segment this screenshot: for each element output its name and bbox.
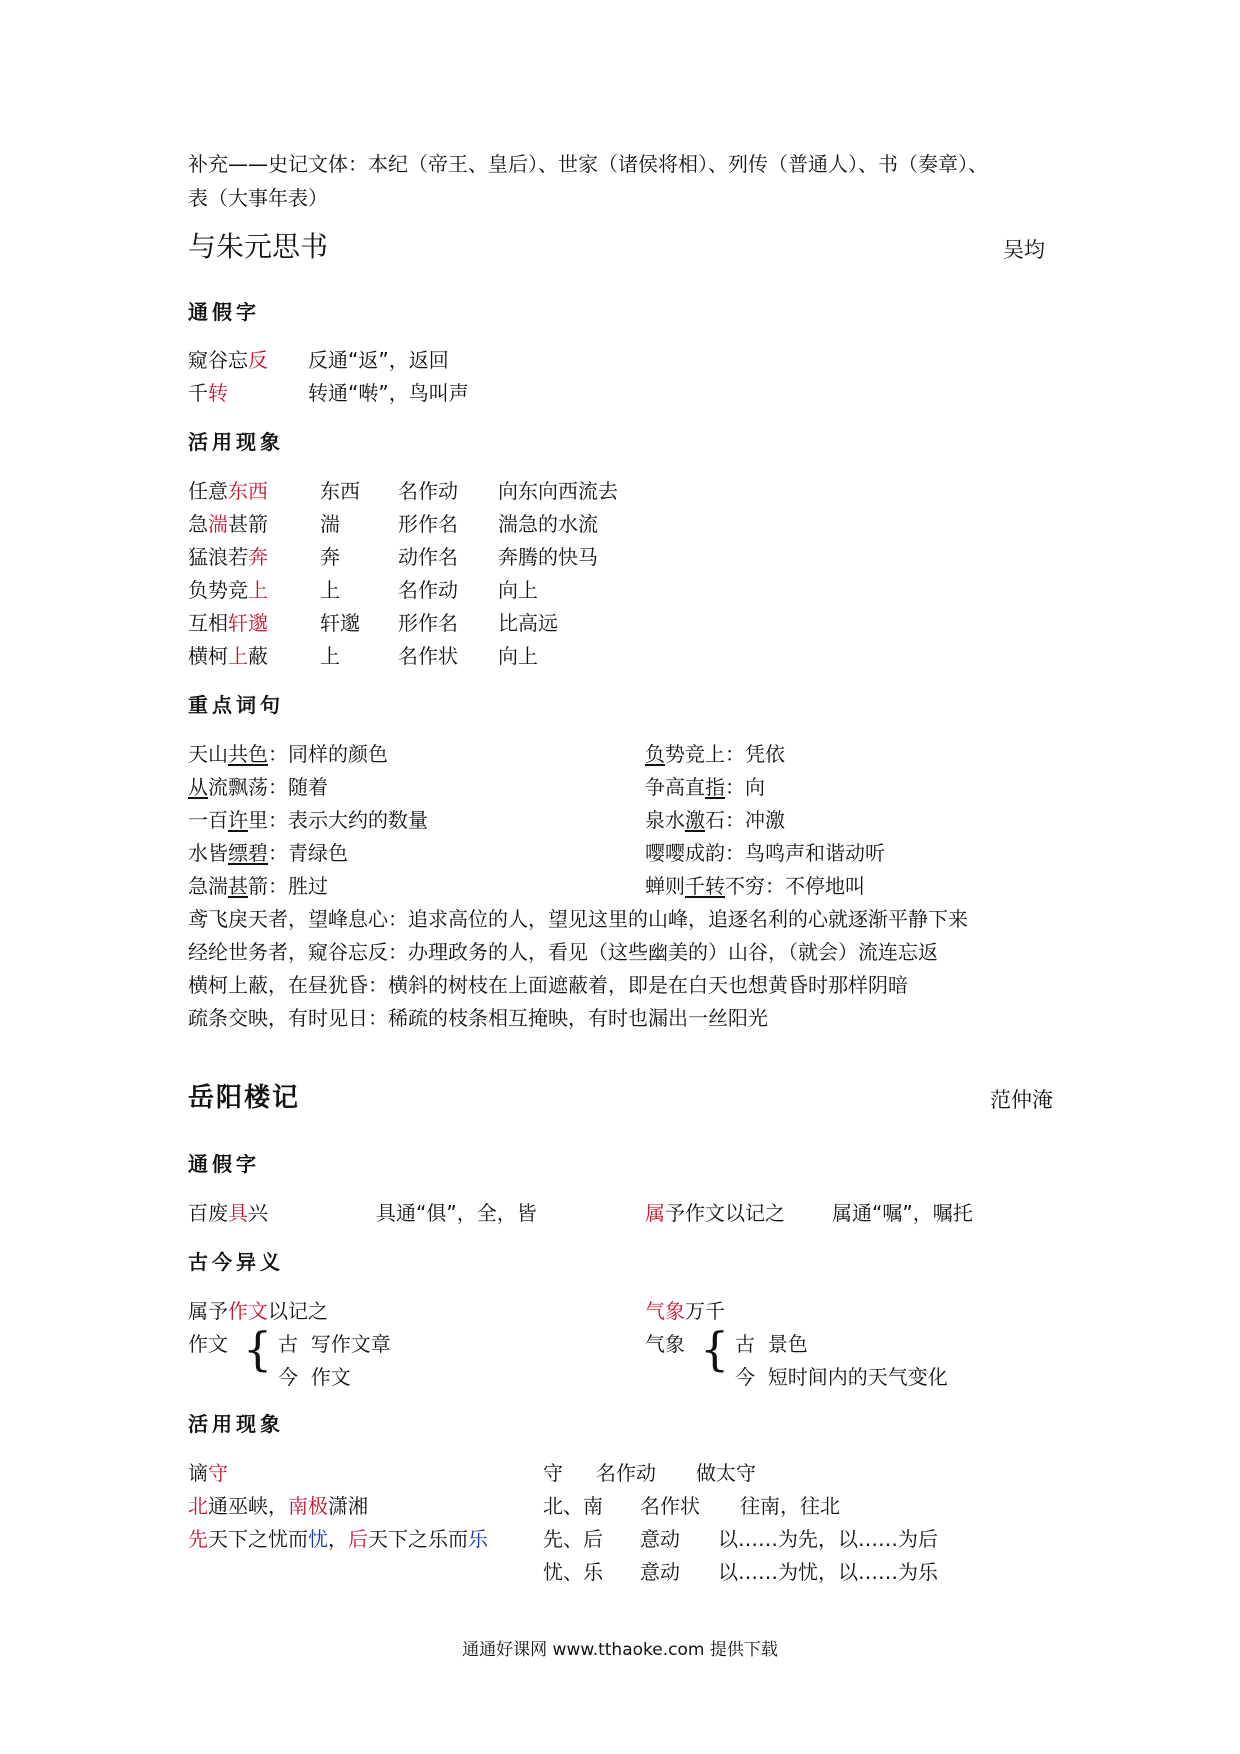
s1-huoyong-type: 名作动	[398, 479, 458, 503]
s1-keyword-row: 急湍甚箭：胜过	[188, 874, 328, 898]
s1-sentence-row: 鸢飞戾天者，望峰息心：追求高位的人，望见这里的山峰，追逐名利的心就逐渐平静下来	[188, 907, 968, 931]
s1-huoyong-type: 形作名	[398, 512, 458, 536]
s1-huoyong-type: 形作名	[398, 611, 458, 635]
s1-keyword-row: 一百许里：表示大约的数量	[188, 808, 428, 832]
s1-keyword-row: 负势竞上：凭依	[645, 742, 785, 766]
s1-huoyong-word: 轩邈	[320, 611, 360, 635]
s2-tongjia-expl-2: 属通“嘱”，嘱托	[832, 1201, 973, 1225]
s2-gujin-gu-2: 古 景色	[735, 1332, 808, 1356]
s2-huoyong-type-1: 名作动	[596, 1461, 656, 1485]
s1-huoyong-src: 负势竞上	[188, 578, 268, 602]
s2-huoyong-src-3: 先天下之忧而忧，后天下之乐而乐	[188, 1527, 488, 1551]
s1-huoyong-mean: 向上	[498, 578, 538, 602]
s1-tongjia-row-2: 千转	[188, 381, 228, 405]
s1-keyword-row: 水皆缥碧：青绿色	[188, 841, 348, 865]
s1-keyword-row: 争高直指：向	[645, 775, 765, 799]
s2-tongjia-expl-1: 具通“俱”，全，皆	[376, 1201, 537, 1225]
s1-huoyong-mean: 向东向西流去	[498, 479, 618, 503]
section1-heading-huoyong: 活用现象	[188, 430, 284, 454]
s2-huoyong-mean-2: 往南，往北	[740, 1494, 840, 1518]
s1-keyword-row: 蝉则千转不穷：不停地叫	[645, 874, 865, 898]
s2-huoyong-word-4: 忧、乐	[543, 1560, 603, 1584]
s2-gujin-gu-1: 古 写作文章	[278, 1332, 391, 1356]
s2-gujin-brace-1: {	[243, 1322, 273, 1376]
s1-huoyong-word: 湍	[320, 512, 340, 536]
s2-huoyong-type-3: 意动	[640, 1527, 680, 1551]
s2-gujin-word-1: 作文	[188, 1332, 228, 1356]
s2-huoyong-mean-1: 做太守	[696, 1461, 756, 1485]
s2-gujin-phrase-2: 气象万千	[645, 1299, 725, 1323]
section2-heading-tongjia: 通假字	[188, 1152, 260, 1176]
section2-heading-huoyong: 活用现象	[188, 1412, 284, 1436]
s1-huoyong-type: 动作名	[398, 545, 458, 569]
s1-huoyong-mean: 奔腾的快马	[498, 545, 598, 569]
section1-title: 与朱元思书	[188, 230, 329, 263]
s1-huoyong-mean: 比高远	[498, 611, 558, 635]
s2-gujin-word-2: 气象	[645, 1332, 685, 1356]
s1-sentence-row: 疏条交映，有时见日：稀疏的枝条相互掩映，有时也漏出一丝阳光	[188, 1006, 768, 1030]
s1-huoyong-mean: 向上	[498, 644, 538, 668]
s2-tongjia-item-1: 百废具兴	[188, 1201, 268, 1225]
footer-text: 通通好课网 www.tthaoke.com 提供下载	[462, 1640, 778, 1660]
s2-huoyong-src-1: 谪守	[188, 1461, 228, 1485]
section2-heading-gujin: 古今异义	[188, 1250, 284, 1274]
s2-gujin-brace-2: {	[700, 1322, 730, 1376]
s2-huoyong-word-3: 先、后	[543, 1527, 603, 1551]
s1-huoyong-src: 横柯上蔽	[188, 644, 268, 668]
s1-keyword-row: 泉水激石：冲激	[645, 808, 785, 832]
s2-huoyong-word-1: 守	[543, 1461, 563, 1485]
s1-huoyong-type: 名作动	[398, 578, 458, 602]
s1-huoyong-word: 东西	[320, 479, 360, 503]
supplement-line-2: 表（大事年表）	[188, 186, 328, 210]
s2-huoyong-mean-4: 以……为忧，以……为乐	[718, 1560, 938, 1584]
s2-huoyong-src-2: 北通巫峡，南极潇湘	[188, 1494, 368, 1518]
section1-author: 吴均	[1003, 238, 1045, 262]
s1-tongjia-row-1: 窥谷忘反	[188, 348, 268, 372]
s1-huoyong-src: 互相轩邈	[188, 611, 268, 635]
s1-tongjia-expl-2: 转通“啭”，鸟叫声	[308, 381, 469, 405]
s2-tongjia-item-2: 属予作文以记之	[645, 1201, 785, 1225]
s2-gujin-phrase-1: 属予作文以记之	[188, 1299, 328, 1323]
s2-huoyong-type-2: 名作状	[640, 1494, 700, 1518]
s2-gujin-jin-1: 今 作文	[278, 1365, 351, 1389]
s1-huoyong-word: 上	[320, 644, 340, 668]
section2-title: 岳阳楼记	[188, 1083, 301, 1113]
section1-heading-tongjia: 通假字	[188, 300, 260, 324]
section1-heading-zhongdian: 重点词句	[188, 693, 284, 717]
s2-gujin-jin-2: 今 短时间内的天气变化	[735, 1365, 948, 1389]
s1-huoyong-src: 猛浪若奔	[188, 545, 268, 569]
s1-huoyong-src: 任意东西	[188, 479, 268, 503]
s1-sentence-row: 横柯上蔽，在昼犹昏：横斜的树枝在上面遮蔽着，即是在白天也想黄昏时那样阴暗	[188, 973, 908, 997]
s1-huoyong-src: 急湍甚箭	[188, 512, 268, 536]
s2-huoyong-type-4: 意动	[640, 1560, 680, 1584]
s1-sentence-row: 经纶世务者，窥谷忘反：办理政务的人，看见（这些幽美的）山谷，（就会）流连忘返	[188, 940, 938, 964]
s1-keyword-row: 天山共色：同样的颜色	[188, 742, 388, 766]
section2-author: 范仲淹	[990, 1088, 1053, 1112]
s1-huoyong-word: 上	[320, 578, 340, 602]
s1-huoyong-mean: 湍急的水流	[498, 512, 598, 536]
s1-keyword-row: 嘤嘤成韵：鸟鸣声和谐动听	[645, 841, 885, 865]
s2-huoyong-mean-3: 以……为先，以……为后	[718, 1527, 938, 1551]
s1-keyword-row: 从流飘荡：随着	[188, 775, 328, 799]
s1-huoyong-type: 名作状	[398, 644, 458, 668]
supplement-line-1: 补充——史记文体：本纪（帝王、皇后）、世家（诸侯将相）、列传（普通人）、书（奏章）、	[188, 152, 988, 176]
s2-huoyong-word-2: 北、南	[543, 1494, 603, 1518]
s1-tongjia-expl-1: 反通“返”，返回	[308, 348, 449, 372]
s1-huoyong-word: 奔	[320, 545, 340, 569]
